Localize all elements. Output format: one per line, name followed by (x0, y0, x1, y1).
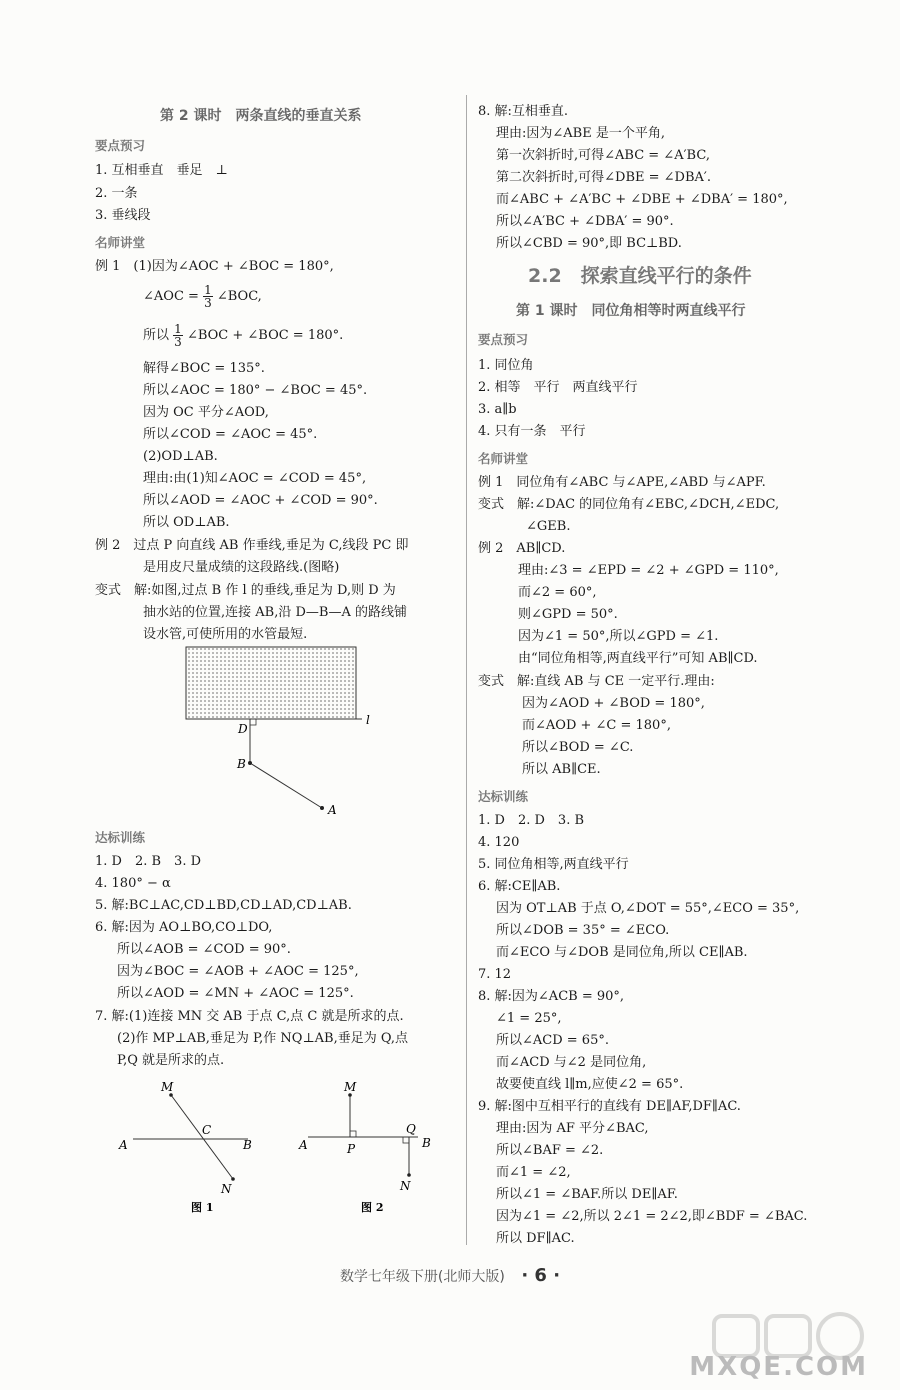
preview-heading-left: 要点预习 (95, 138, 146, 153)
lecture-heading-right: 名师讲堂 (478, 451, 529, 466)
practice-item: 因为∠BOC = ∠AOB + ∠AOC = 125°, (117, 964, 359, 979)
right-angle-mark (250, 719, 256, 725)
column-divider (466, 95, 467, 1245)
caption-figure-2: 图 2 (361, 1201, 384, 1214)
answer-line: 由“同位角相等,两直线平行”可知 AB∥CD. (518, 651, 758, 666)
practice-item: (2)作 MP⊥AB,垂足为 P,作 NQ⊥AB,垂足为 Q,点 (117, 1031, 409, 1046)
page-number: · 6 · (521, 1265, 561, 1286)
answer-line: 因为 OC 平分∠AOD, (143, 405, 269, 420)
label-M: M (344, 1080, 357, 1094)
answer-line: 所以∠BOD = ∠C. (522, 740, 634, 755)
answer-line: 变式 解:如图,过点 B 作 l 的垂线,垂足为 D,则 D 为 (95, 583, 396, 598)
label-A: A (299, 1138, 308, 1152)
label-M: M (161, 1080, 174, 1094)
answer-text: 所以 (143, 328, 170, 343)
practice-item: 6. 解:CE∥AB. (478, 879, 561, 894)
answer-text: ∠BOC + ∠BOC = 180°. (186, 328, 344, 343)
answer-line: 所以∠AOC = 180° − ∠BOC = 45°. (143, 383, 368, 398)
practice-item: 所以 DF∥AC. (496, 1231, 575, 1246)
segment-BA (250, 763, 322, 808)
answer-line: 理由:因为∠ABE 是一个平角, (496, 126, 665, 141)
label-Q: Q (406, 1122, 416, 1136)
answer-line: 设水管,可使所用的水管最短. (143, 627, 308, 642)
preview-item: 1. 同位角 (478, 358, 534, 373)
practice-item: 而∠ACD 与∠2 是同位角, (496, 1055, 647, 1070)
practice-item: 4. 120 (478, 835, 520, 850)
preview-item: 1. 互相垂直 垂足 ⊥ (95, 163, 228, 178)
answer-line: 则∠GPD = 50°. (518, 607, 618, 622)
practice-item: 理由:因为 AF 平分∠BAC, (496, 1121, 649, 1136)
practice-item: ∠1 = 25°, (496, 1011, 562, 1026)
figure-pump-station (180, 643, 380, 823)
practice-heading-right: 达标训练 (478, 789, 529, 804)
answer-line: 抽水站的位置,连接 AB,沿 D—B—A 的路线铺 (143, 605, 407, 620)
answer-line: 所以 AB∥CE. (522, 762, 601, 777)
practice-heading-left: 达标训练 (95, 830, 146, 845)
caption-figure-1: 图 1 (191, 1201, 214, 1214)
label-A: A (328, 803, 337, 817)
answer-line: 而∠AOD + ∠C = 180°, (522, 718, 671, 733)
fraction-line (143, 322, 343, 350)
figure-2 (298, 1080, 431, 1214)
fraction-numerator: 1 (174, 322, 182, 336)
answer-line: 变式 解:直线 AB 与 CE 一定平行.理由: (478, 674, 715, 689)
lesson-title-right: 第 1 课时 同位角相等时两直线平行 (516, 303, 746, 319)
right-angle-mark (403, 1137, 409, 1143)
practice-item: 所以∠BAF = ∠2. (496, 1143, 604, 1158)
practice-item: 所以∠DOB = 35° = ∠ECO. (496, 923, 670, 938)
practice-item: 7. 12 (478, 967, 512, 982)
page-footer (0, 1265, 900, 1286)
answer-line: ∠GEB. (526, 519, 571, 534)
practice-item: 因为 OT⊥AB 于点 O,∠DOT = 55°,∠ECO = 35°, (496, 901, 800, 916)
answer-line: 因为∠1 = 50°,所以∠GPD = ∠1. (518, 629, 719, 644)
answer-line: 理由:∠3 = ∠EPD = ∠2 + ∠GPD = 110°, (518, 563, 779, 578)
preview-item: 4. 只有一条 平行 (478, 424, 586, 439)
label-N: N (221, 1182, 232, 1196)
answer-text: ∠AOC = (143, 289, 199, 304)
label-A: A (119, 1138, 128, 1152)
practice-item: 9. 解:图中互相平行的直线有 DE∥AF,DF∥AC. (478, 1099, 741, 1114)
label-P: P (347, 1142, 356, 1156)
lecture-heading-left: 名师讲堂 (95, 235, 146, 250)
practice-item: 因为∠1 = ∠2,所以 2∠1 = 2∠2,即∠BDF = ∠BAC. (496, 1209, 808, 1224)
preview-item: 2. 相等 平行 两直线平行 (478, 380, 638, 395)
practice-item: 故要使直线 l∥m,应使∠2 = 65°. (496, 1077, 684, 1092)
book-title: 数学七年级下册(北师大版) (339, 1269, 505, 1285)
answer-line: 例 2 AB∥CD. (478, 541, 566, 556)
practice-item: 所以∠AOB = ∠COD = 90°. (117, 942, 291, 957)
lesson-title-left: 第 2 课时 两条直线的垂直关系 (160, 108, 362, 124)
point-B (248, 761, 252, 765)
segment-MN (171, 1095, 233, 1179)
preview-item: 3. 垂线段 (95, 208, 151, 223)
practice-item: 5. 同位角相等,两直线平行 (478, 857, 629, 872)
fraction (173, 323, 183, 348)
answer-line: 所以 OD⊥AB. (143, 515, 230, 530)
fraction-numerator: 1 (204, 283, 212, 297)
preview-item: 2. 一条 (95, 186, 138, 201)
practice-item: 而∠1 = ∠2, (496, 1165, 571, 1180)
practice-item: 所以∠AOD = ∠MN + ∠AOC = 125°. (117, 986, 354, 1001)
answer-line: 所以∠CBD = 90°,即 BC⊥BD. (496, 236, 682, 251)
figure-shortest-paths (113, 1075, 458, 1215)
practice-item: 4. 180° − α (95, 876, 171, 891)
fraction-line (143, 283, 262, 311)
answer-line: (2)OD⊥AB. (143, 449, 218, 464)
practice-item: 5. 解:BC⊥AC,CD⊥BD,CD⊥AD,CD⊥AB. (95, 898, 352, 913)
answer-line: 解得∠BOC = 135°. (143, 361, 265, 376)
answer-line: 所以∠COD = ∠AOC = 45°. (143, 427, 318, 442)
practice-item: 6. 解:因为 AO⊥BO,CO⊥DO, (95, 920, 273, 935)
answer-line: 理由:由(1)知∠AOC = ∠COD = 45°, (143, 471, 367, 486)
label-B: B (237, 757, 246, 771)
point-A (320, 806, 324, 810)
answer-line: 而∠ABC + ∠A′BC + ∠DBE + ∠DBA′ = 180°, (496, 192, 788, 207)
point-N (231, 1177, 235, 1181)
preview-item: 3. a∥b (478, 402, 517, 417)
watermark-text: MXQE.COM (689, 1352, 868, 1382)
figure-1 (118, 1080, 252, 1214)
label-N: N (400, 1179, 411, 1193)
point-N (407, 1173, 411, 1177)
answer-line: 所以∠AOD = ∠AOC + ∠COD = 90°. (143, 493, 378, 508)
label-l: l (366, 713, 370, 727)
practice-item: 1. D 2. B 3. D (95, 854, 202, 869)
fraction-denominator: 3 (174, 335, 182, 349)
answer-line: 变式 解:∠DAC 的同位角有∠EBC,∠DCH,∠EDC, (478, 497, 780, 512)
label-C: C (202, 1123, 212, 1137)
practice-item: 所以∠1 = ∠BAF.所以 DE∥AF. (496, 1187, 678, 1202)
answer-line: 因为∠AOD + ∠BOD = 180°, (522, 696, 705, 711)
practice-item: 7. 解:(1)连接 MN 交 AB 于点 C,点 C 就是所求的点. (95, 1009, 404, 1024)
practice-item: 8. 解:因为∠ACB = 90°, (478, 989, 625, 1004)
answer-line: 8. 解:互相垂直. (478, 104, 569, 119)
label-B: B (422, 1136, 431, 1150)
answer-text: ∠BOC, (216, 289, 262, 304)
preview-heading-right: 要点预习 (478, 332, 529, 347)
label-D: D (238, 722, 248, 736)
answer-line: 第一次斜折时,可得∠ABC = ∠A′BC, (496, 148, 710, 163)
practice-item: P,Q 就是所求的点. (117, 1053, 225, 1068)
lake-area (186, 647, 356, 719)
section-title: 2.2 探索直线平行的条件 (528, 265, 752, 287)
right-angle-mark (350, 1131, 356, 1137)
practice-item: 所以∠ACD = 65°. (496, 1033, 609, 1048)
fraction (203, 284, 213, 309)
answer-line: 第二次斜折时,可得∠DBE = ∠DBA′. (496, 170, 711, 185)
label-B: B (243, 1138, 252, 1152)
answer-line: 而∠2 = 60°, (518, 585, 597, 600)
fraction-denominator: 3 (204, 296, 212, 310)
practice-item: 1. D 2. D 3. B (478, 813, 585, 828)
answer-line: 例 2 过点 P 向直线 AB 作垂线,垂足为 C,线段 PC 即 (95, 538, 409, 553)
answer-line: 例 1 同位角有∠ABC 与∠APE,∠ABD 与∠APF. (478, 475, 766, 490)
practice-item: 而∠ECO 与∠DOB 是同位角,所以 CE∥AB. (496, 945, 748, 960)
answer-line: 例 1 (1)因为∠AOC + ∠BOC = 180°, (95, 259, 334, 274)
answer-line: 所以∠A′BC + ∠DBA′ = 90°. (496, 214, 674, 229)
answer-line: 是用皮尺量成绩的这段路线.(图略) (143, 560, 340, 575)
